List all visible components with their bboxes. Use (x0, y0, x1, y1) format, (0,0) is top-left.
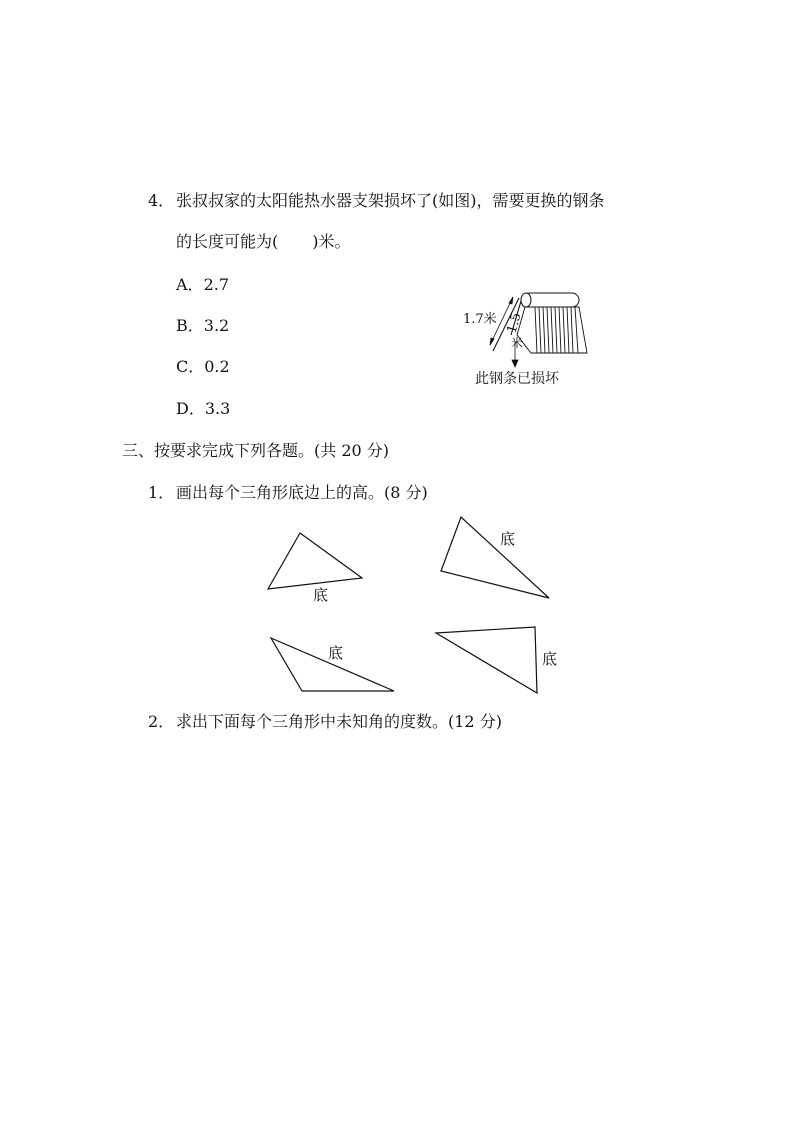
option-value: 2.7 (203, 275, 230, 294)
q4-text-line2-after: )米。 (312, 232, 351, 251)
base-label-3: 底 (328, 644, 344, 662)
option-key: A． (176, 275, 204, 294)
figure-caption: 此钢条已损坏 (475, 371, 559, 387)
q4-text-line1: 张叔叔家的太阳能热水器支架损坏了(如图)，需要更换的钢条 (176, 191, 605, 210)
option-key: C． (176, 357, 205, 376)
option-value: 3.2 (203, 316, 230, 335)
label-1-5-unit: 米 (511, 336, 524, 350)
s3-q1-number: 1． (148, 483, 175, 502)
base-label-1: 底 (313, 586, 329, 604)
section3-title: 三、按要求完成下列各题。(共 20 分) (122, 441, 390, 460)
q4-number: 4． (148, 191, 175, 210)
triangle-2 (441, 517, 549, 598)
base-label-2: 底 (500, 530, 516, 548)
triangle-4 (436, 627, 537, 693)
s3-q2-text: 求出下面每个三角形中未知角的度数。(12 分) (176, 712, 502, 731)
base-label-4: 底 (542, 650, 558, 668)
label-1-5-number: 1.5 (504, 311, 525, 335)
label-1-7m: 1.7米 (463, 312, 497, 327)
option-value: 3.3 (204, 399, 231, 418)
s3-q2-number: 2． (148, 712, 175, 731)
s3-q1-text: 画出每个三角形底边上的高。(8 分) (176, 483, 428, 502)
option-key: D． (176, 399, 205, 418)
option-value: 0.2 (204, 357, 230, 376)
option-key: B． (176, 316, 204, 335)
triangle-1 (268, 533, 362, 589)
q4-text-line2-before: 的长度可能为( (176, 232, 279, 251)
